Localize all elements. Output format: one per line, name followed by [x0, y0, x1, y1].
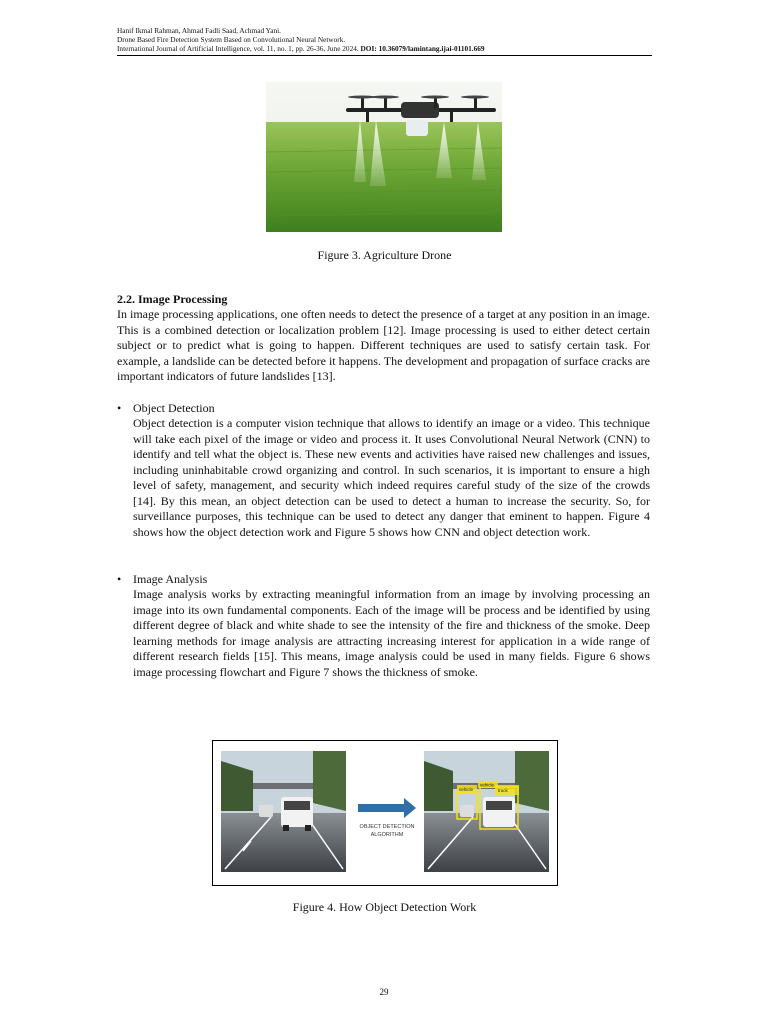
arrow-label-line2: ALGORITHM	[370, 832, 404, 838]
header-journal	[117, 44, 652, 53]
bullet-object-detection-text: Object detection is a computer vision technique that allows to identify an image or a video. This technique will take each pixel of the image or video and process it. It uses Convolutional Neural Network (CNN) to identify and tell what the object is. These new events and activities have raised new challenges and issues, including uninhabitable crowd organizing and control. In such scenarios, it is important to ensure a high level of safety, management, and security which indeed requires careful study of the size of the crowds [14]. By this mean, an object detection can be used to detect a human to increase the security. So, for surveillance purposes, this technique can be used to detect any danger that eminent to happen. Figure 4 shows how the object detection work and Figure 5 shows how CNN and object detection work.	[133, 416, 650, 539]
detection-label-vehicle-2: vehicle	[480, 782, 495, 788]
bullet-dot: •	[117, 401, 122, 415]
figure-4-frame	[212, 740, 558, 886]
agriculture-drone-illustration	[266, 82, 502, 232]
bullet-dot: •	[117, 572, 122, 586]
output-road-image	[424, 751, 549, 872]
object-detection-illustration	[213, 741, 557, 885]
bullet-image-analysis-text: Image analysis works by extracting meaningful information from an image by involving processing an image into its own fundamental components. Each of the image will be process and be identified by using different degree of black and white shade to see the intensity of the fire and thickness of the smoke. Deep learning methods for image analysis are attracting increasing interest for application in a wide range of different research fields [15]. This means, image analysis could be used in many fields. Figure 6 shows image processing flowchart and Figure 7 shows the thickness of smoke.	[133, 587, 650, 679]
figure-3-image	[266, 82, 502, 232]
arrow-label-line1: OBJECT DETECTION	[359, 824, 415, 830]
header-divider	[117, 55, 652, 56]
running-header	[117, 26, 652, 53]
section-paragraph: In image processing applications, one often needs to detect the presence of a target at any position in an image. This is a combined detection or localization problem [12]. Image processing is used to either detect certain subject or to predict what is going to happen. Different techniques are used to satisfy certain task. For example, a landslide can be detected before it happens. The development and propagation of surface cracks are important indicators of future landslides [13].	[117, 307, 650, 383]
bullet-label: Image Analysis	[133, 572, 208, 586]
page-number: 29	[379, 987, 389, 997]
detection-label-truck: truck	[498, 788, 508, 793]
input-road-image	[221, 751, 346, 872]
header-authors: Hanif Ikmal Rahman, Ahmad Fadli Saad, Achmad Yani.	[117, 26, 281, 35]
section-heading: 2.2. Image Processing	[117, 292, 228, 306]
figure-3-caption: Figure 3. Agriculture Drone	[317, 248, 452, 262]
bullet-label: Object Detection	[133, 401, 215, 415]
header-doi: DOI: 10.36079/lamintang.ijai-01101.669	[360, 44, 485, 53]
arrow-icon	[358, 798, 416, 818]
header-title: Drone Based Fire Detection System Based on Convolutional Neural Network.	[117, 35, 346, 44]
figure-4-caption: Figure 4. How Object Detection Work	[292, 900, 477, 914]
header-journal-text: International Journal of Artificial Intelligence, vol. 11, no. 1, pp. 26-36, June 2024.	[117, 44, 359, 53]
detection-label-vehicle-1: vehicle	[459, 787, 474, 792]
